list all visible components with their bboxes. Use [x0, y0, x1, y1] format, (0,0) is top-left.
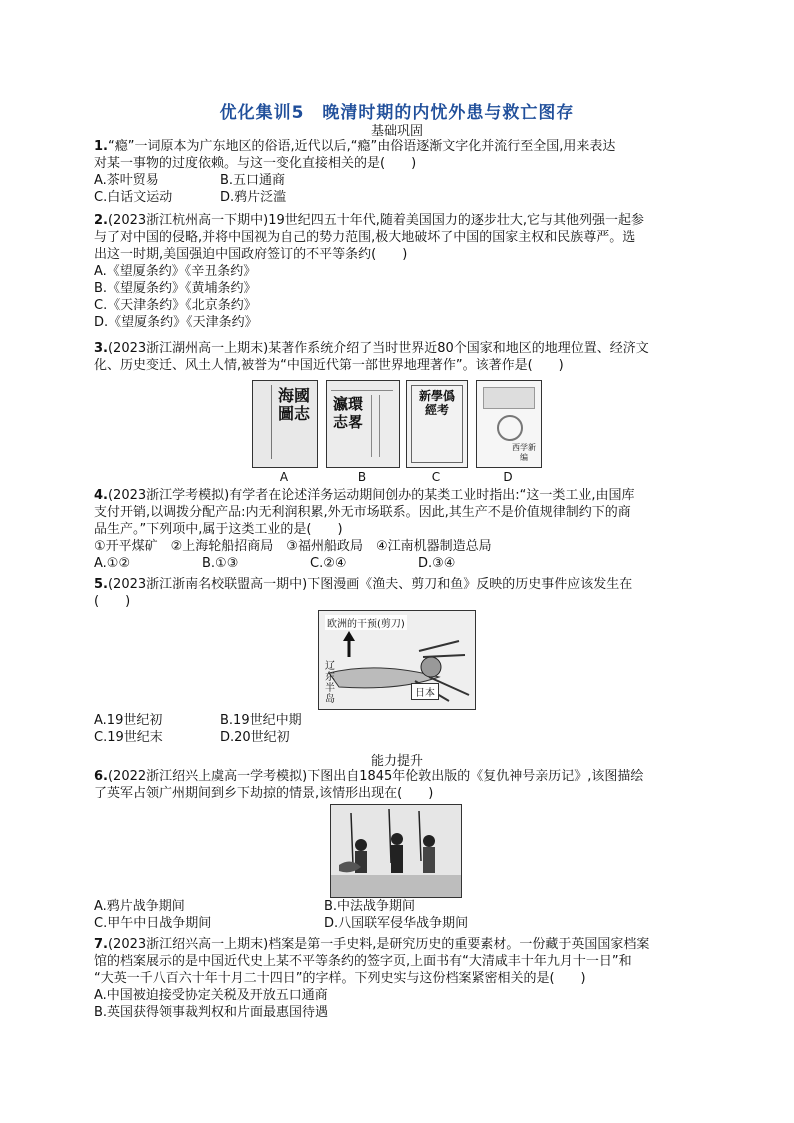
- book-title-b: 瀛環志畧: [333, 395, 364, 431]
- question-items: ①开平煤矿 ②上海轮船招商局 ③福州船政局 ④江南机器制造总局: [94, 539, 492, 554]
- option-c: C.白话文运动: [94, 190, 173, 205]
- option-a: A.①②: [94, 556, 131, 571]
- option-c: C.②④: [310, 556, 347, 571]
- option-a: A.《望厦条约》《辛丑条约》: [94, 264, 257, 279]
- question-stem: (2023浙江绍兴高一上期末)档案是第一手史料,是研究历史的重要素材。一份藏于英国国家档案: [107, 937, 650, 952]
- book-cover-c: [406, 380, 468, 468]
- question-number: 2.: [94, 213, 108, 228]
- cartoon-label-top: 欧洲的干预(剪刀): [325, 615, 407, 630]
- question-stem: 馆的档案展示的是中国近代史上某不平等条约的签字页,上面书有“大清咸丰十年九月十一日”和: [94, 954, 632, 969]
- option-a: A.鸦片战争期间: [94, 899, 185, 914]
- cartoon-label-right: 日本: [411, 683, 439, 700]
- book-cover-b: [326, 380, 400, 468]
- question-1: [94, 138, 704, 206]
- question-stem: 对某一事物的过度依赖。与这一变化直接相关的是( ): [94, 156, 417, 171]
- book-cover-d: [476, 380, 542, 468]
- question-number: 1.: [94, 139, 108, 154]
- question-stem: 化、历史变迁、风土人情,被誉为“中国近代第一部世界地理著作”。该著作是( ): [94, 358, 564, 373]
- question-stem: (2023浙江学考模拟)有学者在论述洋务运动期间创办的某类工业时指出:“这一类工业,由国库: [107, 488, 635, 503]
- option-c: C.《天津条约》《北京条约》: [94, 298, 257, 313]
- question-number: 7.: [94, 937, 108, 952]
- question-stem: (2023浙江湖州高一上期末)某著作系统介绍了当时世界近80个国家和地区的地理位置、经济文: [107, 341, 649, 356]
- option-a: A.中国被迫接受协定关税及开放五口通商: [94, 988, 328, 1003]
- option-a: A.19世纪初: [94, 713, 163, 728]
- option-a: A.茶叶贸易: [94, 173, 159, 188]
- question-stem: (2023浙江杭州高一下期中)19世纪四五十年代,随着美国国力的逐步壮大,它与其他列强一起参: [107, 213, 645, 228]
- image-caption-c: C: [431, 470, 441, 484]
- question-stem: “瘾”一词原本为广东地区的俗语,近代以后,“瘾”由俗语逐渐文字化并流行至全国,用来表达: [107, 139, 616, 154]
- book-title-a: 海國圖志: [277, 386, 310, 423]
- question-stem: ( ): [94, 594, 131, 609]
- question-3: [94, 340, 704, 374]
- book-cover-a: [252, 380, 318, 468]
- question-number: 5.: [94, 577, 108, 592]
- option-c: C.19世纪末: [94, 730, 163, 745]
- image-caption-d: D: [503, 470, 513, 484]
- image-caption-a: A: [279, 470, 289, 484]
- option-b: B.中法战争期间: [324, 899, 416, 914]
- question-stem: 品生产。”下列项中,属于这类工业的是( ): [94, 522, 343, 537]
- question-4: [94, 487, 704, 572]
- question-stem: 支付开销,以调拨分配产品:内无利润积累,外无市场联系。因此,其生产不是价值规律制约下的商: [94, 505, 631, 520]
- engraving-drawing: [331, 805, 461, 897]
- question-stem: 与了对中国的侵略,并将中国视为自己的势力范围,极大地破坏了中国的国家主权和民族尊严。选: [94, 230, 636, 245]
- option-b: B.英国获得领事裁判权和片面最惠国待遇: [94, 1005, 329, 1020]
- section-heading-advanced: 能力提升: [370, 754, 423, 769]
- book-title-d: 西学新编: [512, 443, 536, 462]
- question-number: 4.: [94, 488, 108, 503]
- page-title: 优化集训5 晚清时期的内忧外患与救亡图存: [219, 103, 575, 123]
- question-number: 6.: [94, 769, 108, 784]
- cartoon-label-left: 辽东半岛: [325, 661, 335, 705]
- question-number: 3.: [94, 341, 108, 356]
- option-d: D.20世纪初: [220, 730, 290, 745]
- option-d: D.《望厦条约》《天津条约》: [94, 315, 258, 330]
- question-6-options: [94, 898, 704, 932]
- option-b: B.五口通商: [220, 173, 286, 188]
- engraving-image: [330, 804, 462, 898]
- question-stem: (2023浙江浙南名校联盟高一期中)下图漫画《渔夫、剪刀和鱼》反映的历史事件应该发生在: [107, 577, 633, 592]
- question-stem: (2022浙江绍兴上虞高一学考模拟)下图出自1845年伦敦出版的《复仇神号亲历记》,该图描绘: [107, 769, 644, 784]
- book-title-c: 新學僞經考: [418, 389, 455, 417]
- option-b: B.①③: [202, 556, 239, 571]
- question-7: [94, 936, 704, 1021]
- option-d: D.八国联军侵华战争期间: [324, 916, 469, 931]
- option-d: D.③④: [418, 556, 456, 571]
- option-b: B.19世纪中期: [220, 713, 302, 728]
- question-5: [94, 576, 704, 610]
- question-stem: “大英一千八百六十年十月二十四日”的字样。下列史实与这份档案紧密相关的是( ): [94, 971, 586, 986]
- cartoon-image: [318, 610, 476, 710]
- option-c: C.甲午中日战争期间: [94, 916, 212, 931]
- question-5-options: [94, 712, 704, 746]
- question-2: [94, 212, 704, 331]
- question-stem: 出这一时期,美国强迫中国政府签订的不平等条约( ): [94, 247, 408, 262]
- section-heading-basic: 基础巩固: [370, 124, 423, 139]
- option-b: B.《望厦条约》《黄埔条约》: [94, 281, 257, 296]
- image-caption-b: B: [357, 470, 367, 484]
- question-6: [94, 768, 704, 802]
- question-stem: 了英军占领广州期间到乡下劫掠的情景,该情形出现在( ): [94, 786, 434, 801]
- option-d: D.鸦片泛滥: [220, 190, 287, 205]
